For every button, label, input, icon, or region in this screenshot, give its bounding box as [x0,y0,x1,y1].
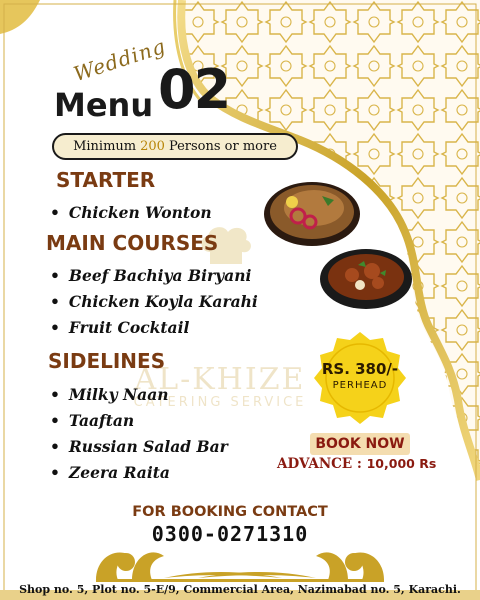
advance-label: ADVANCE : [277,456,362,472]
list-item: • Milky Naan [50,385,169,404]
minimum-prefix: Minimum [73,139,137,154]
contact-phone: 0300-0271310 [151,522,309,546]
address: Shop no. 5, Plot no. 5-E/9, Commercial Area, Nazimabad no. 5, Karachi. [19,583,461,596]
main-courses-heading: MAIN COURSES [46,231,219,255]
minimum-suffix: Persons or more [168,139,277,154]
starter-list [50,200,212,226]
karahi-dish-image [318,243,414,311]
list-item: • Chicken Wonton [50,203,212,222]
list-item: • Beef Bachiya Biryani [50,266,252,285]
price-badge [310,330,410,426]
price-amount: RS. 380/- [321,360,399,378]
biryani-dish-image [262,176,362,248]
list-item: • Fruit Cocktail [50,318,190,337]
menu-number: 02 [158,58,230,121]
list-item: • Chicken Koyla Karahi [50,292,258,311]
sidelines-heading: SIDELINES [48,349,166,373]
advance-amount: 10,000 Rs [366,456,437,471]
menu-title: Menu [54,86,154,124]
list-item: • Russian Salad Bar [50,437,228,456]
advance-payment [277,456,436,472]
watermark-name: AL-KHIZE [134,362,306,397]
list-item: • Zeera Raita [50,463,170,482]
floral-ornament-icon [0,540,480,586]
list-item: • Taaftan [50,411,135,430]
watermark-subtitle: CATERING SERVICE [133,395,307,410]
minimum-count: 200 [140,139,165,154]
book-now-label: BOOK NOW [310,433,410,455]
price-unit: PERHEAD [332,380,388,391]
wedding-script-title: Wedding [70,33,169,87]
sidelines-list [50,382,228,486]
starter-heading: STARTER [56,168,156,192]
contact-title: FOR BOOKING CONTACT [132,504,328,520]
main-courses-list [50,263,258,341]
minimum-persons-badge [52,133,298,160]
